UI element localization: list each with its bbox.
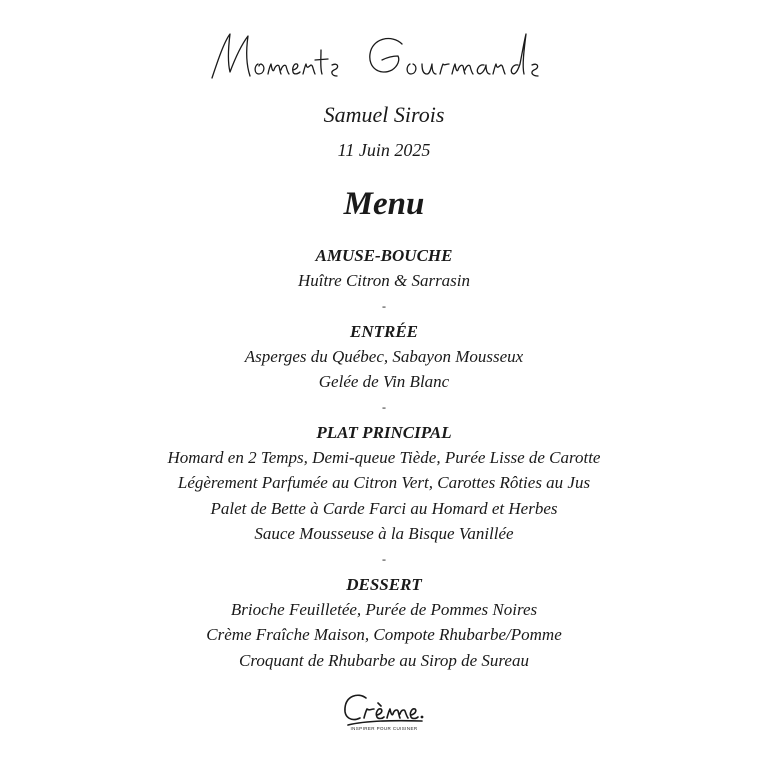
script-title-handwriting — [204, 20, 564, 90]
course-separator: - — [382, 399, 386, 414]
course-separator: - — [382, 298, 386, 313]
dish-line: Palet de Bette à Carde Farci au Homard et Herbes — [210, 498, 558, 518]
script-title — [0, 20, 768, 90]
dish-line: Légèrement Parfumée au Citron Vert, Carottes Rôties au Jus — [177, 473, 591, 492]
dish-line: Sauce Mousseuse à la Bisque Vanillée — [254, 524, 514, 543]
course-title: AMUSE-BOUCHE — [315, 246, 453, 265]
logo-tagline: INSPIRER POUR CUISINER — [350, 726, 418, 731]
course-amuse-bouche — [0, 243, 768, 294]
course-dessert — [0, 572, 768, 674]
menu-courses — [0, 243, 768, 673]
course-title: ENTRÉE — [349, 321, 419, 341]
creme-logo — [334, 688, 434, 748]
dish-line: Gelée de Vin Blanc — [318, 372, 450, 391]
dish-line: Crème Fraîche Maison, Compote Rhubarbe/Pomme — [206, 625, 562, 644]
dish-line: Asperges du Québec, Sabayon Mousseux — [244, 346, 524, 366]
creme-wordmark — [334, 688, 434, 728]
dish-line: Huître Citron & Sarrasin — [297, 271, 471, 290]
dish-line: Brioche Feuilletée, Purée de Pommes Noires — [230, 599, 538, 619]
course-title: DESSERT — [346, 574, 422, 594]
dish-line: Croquant de Rhubarbe au Sirop de Sureau — [239, 650, 529, 670]
host-name: Samuel Sirois — [323, 102, 445, 127]
course-entree — [0, 319, 768, 395]
course-plat-principal — [0, 420, 768, 547]
event-date: 11 Juin 2025 — [337, 140, 431, 160]
course-separator: - — [382, 551, 386, 566]
menu-heading: Menu — [343, 186, 425, 222]
dish-line: Homard en 2 Temps, Demi-queue Tiède, Purée Lisse de Carotte — [167, 447, 601, 467]
course-title: PLAT PRINCIPAL — [316, 422, 452, 442]
